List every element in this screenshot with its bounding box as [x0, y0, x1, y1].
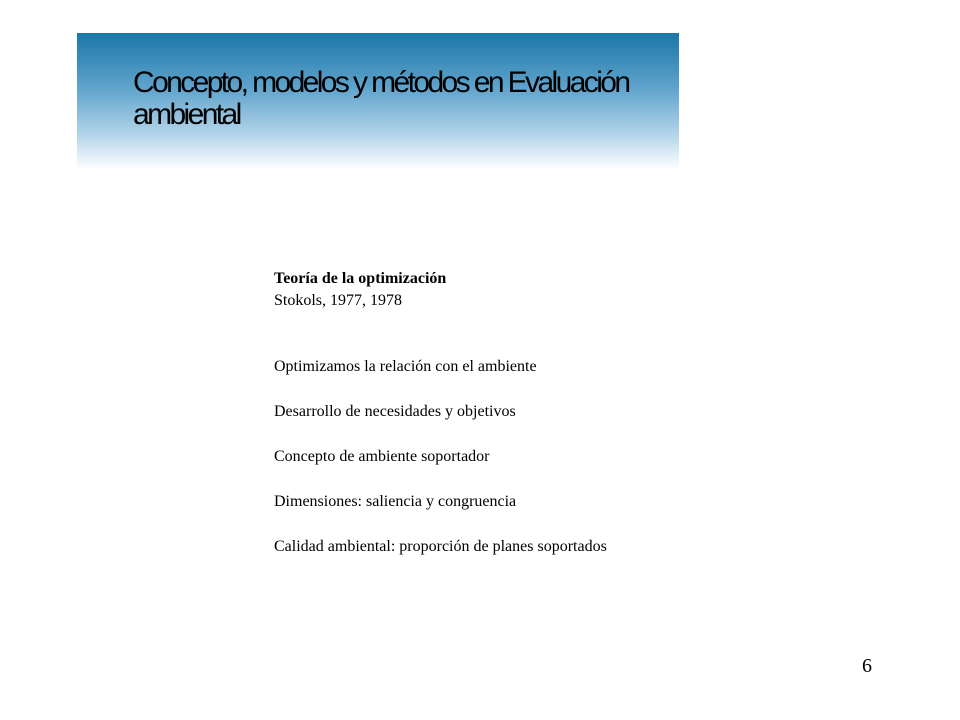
section-heading: Teoría de la optimización	[274, 270, 447, 287]
title-banner	[77, 33, 679, 170]
slide-title: Concepto, modelos y métodos en Evaluación ambiental	[133, 66, 629, 131]
list-item: Optimizamos la relación con el ambiente	[274, 358, 537, 375]
list-item: Desarrollo de necesidades y objetivos	[274, 403, 516, 420]
page-number: 6	[862, 655, 872, 677]
slide-content	[274, 268, 774, 581]
bullet-list	[274, 356, 774, 558]
list-item: Dimensiones: saliencia y congruencia	[274, 493, 517, 510]
section-citation: Stokols, 1977, 1978	[274, 292, 403, 309]
list-item: Calidad ambiental: proporción de planes soportados	[274, 538, 607, 555]
list-item: Concepto de ambiente soportador	[274, 448, 490, 465]
